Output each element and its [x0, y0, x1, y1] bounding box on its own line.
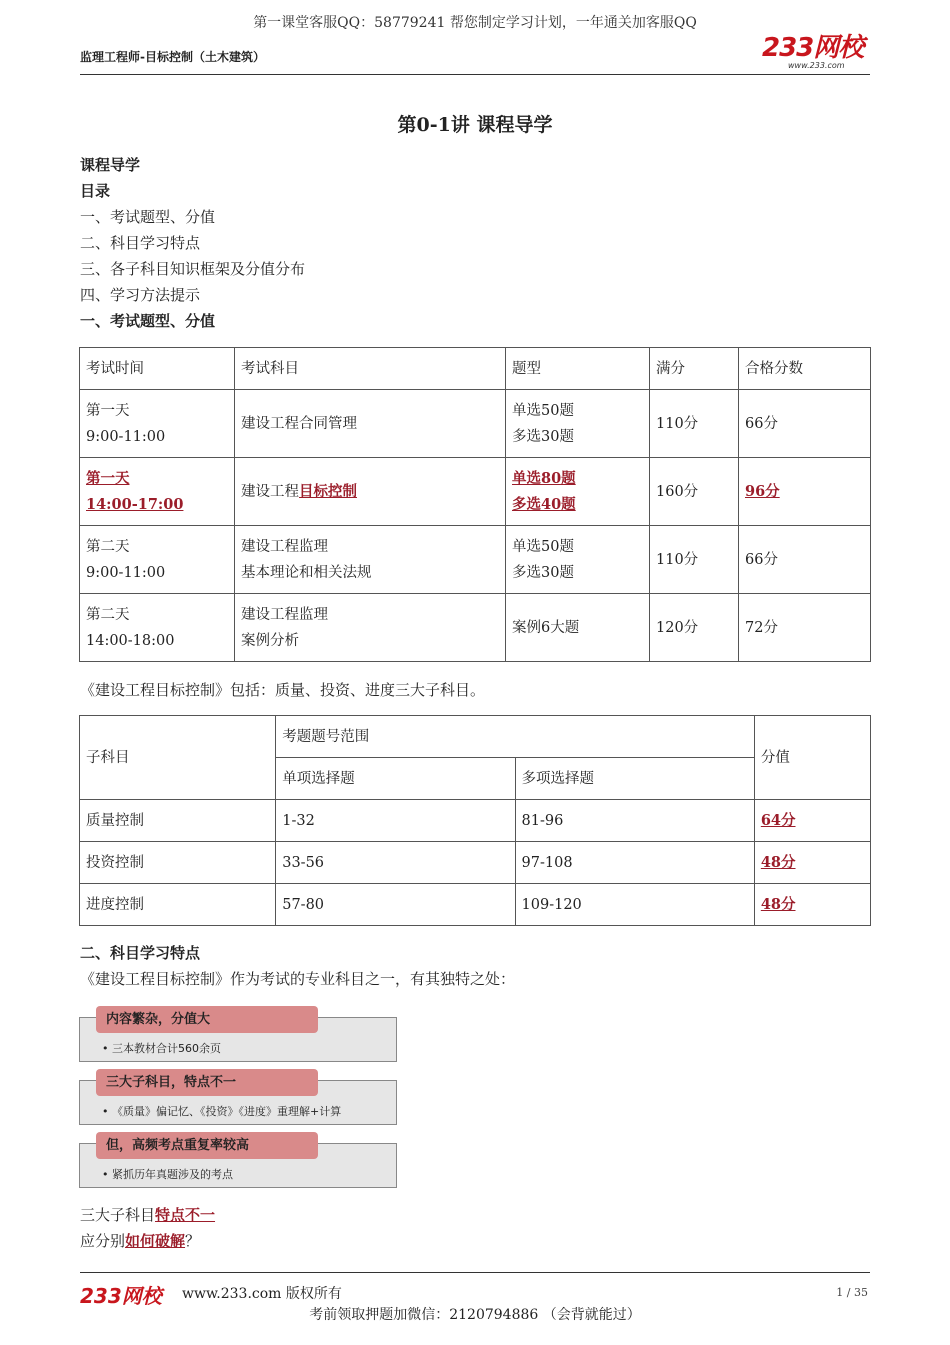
cell-full: 110分	[650, 526, 739, 594]
toc-item-2[interactable]: 二、科目学习特点	[80, 234, 201, 252]
th-sub: 子科目	[80, 716, 276, 800]
cell-multi: 109-120	[515, 884, 754, 926]
footer-divider	[80, 1272, 870, 1273]
feature-bullet: • 紧抓历年真题涉及的考点	[102, 1168, 233, 1181]
toc-item-4[interactable]: 四、学习方法提示	[80, 286, 201, 304]
cell-single: 33-56	[276, 842, 515, 884]
cell-name: 进度控制	[80, 884, 276, 926]
cell-full: 110分	[650, 390, 739, 458]
toc-item-3[interactable]: 三、各子科目知识框架及分值分布	[80, 260, 306, 278]
cell-subject: 建设工程目标控制	[235, 458, 506, 526]
section-2-heading: 二、科目学习特点	[80, 944, 201, 962]
table-header-row	[80, 348, 871, 390]
section-1-heading: 一、考试题型、分值	[80, 312, 216, 330]
cell-pass: 66分	[739, 390, 871, 458]
header-course-name: 监理工程师-目标控制（土木建筑）	[80, 50, 265, 64]
table-row	[80, 842, 871, 884]
cell-type: 案例6大题	[506, 594, 650, 662]
cell-subject: 建设工程监理 案例分析	[235, 594, 506, 662]
cell-subject: 建设工程合同管理	[235, 390, 506, 458]
footer-logo: 233网校	[80, 1284, 162, 1308]
table-row-highlight	[80, 458, 871, 526]
subject-description: 《建设工程目标控制》包括：质量、投资、进度三大子科目。	[80, 681, 486, 699]
th-subject: 考试科目	[235, 348, 506, 390]
cell-score: 64分	[754, 800, 870, 842]
th-score: 分值	[754, 716, 870, 800]
feature-tag: 内容繁杂，分值大	[96, 1006, 318, 1033]
cell-pass: 96分	[739, 458, 871, 526]
cell-single: 1-32	[276, 800, 515, 842]
section-2-paragraph: 《建设工程目标控制》作为考试的专业科目之一，有其独特之处：	[80, 970, 516, 988]
table-row	[80, 800, 871, 842]
table-row	[80, 884, 871, 926]
th-pass: 合格分数	[739, 348, 871, 390]
table-row	[80, 594, 871, 662]
site-logo	[762, 34, 872, 74]
table-row	[80, 390, 871, 458]
header-divider	[80, 74, 870, 75]
cell-full: 120分	[650, 594, 739, 662]
page-title: 第0-1讲 课程导学	[397, 114, 553, 136]
page-number: 1 / 35	[836, 1286, 868, 1299]
cell-single: 57-80	[276, 884, 515, 926]
table-row	[80, 526, 871, 594]
cell-multi: 97-108	[515, 842, 754, 884]
toc-item-1[interactable]: 一、考试题型、分值	[80, 208, 216, 226]
feature-bullet: • 三本教材合计560余页	[102, 1042, 221, 1055]
logo-url: www.233.com	[788, 61, 845, 70]
cell-time: 第二天 9:00-11:00	[80, 526, 235, 594]
logo-text: 233网校	[762, 33, 864, 63]
feature-bullet: • 《质量》偏记忆、《投资》《进度》重理解+计算	[102, 1105, 342, 1118]
question-line-1: 三大子科目特点不一	[80, 1206, 216, 1224]
th-single: 单项选择题	[276, 758, 515, 800]
th-time: 考试时间	[80, 348, 235, 390]
feature-box-3	[79, 1138, 397, 1188]
cell-score: 48分	[754, 842, 870, 884]
cell-name: 投资控制	[80, 842, 276, 884]
feature-tag: 但，高频考点重复率较高	[96, 1132, 318, 1159]
cell-type: 单选80题 多选40题	[506, 458, 650, 526]
feature-box-1	[79, 1012, 397, 1062]
heading-course-intro: 课程导学	[80, 156, 141, 174]
cell-pass: 72分	[739, 594, 871, 662]
cell-time: 第一天 9:00-11:00	[80, 390, 235, 458]
feature-tag: 三大子科目，特点不一	[96, 1069, 318, 1096]
cell-multi: 81-96	[515, 800, 754, 842]
subject-score-table	[79, 715, 871, 926]
th-multi: 多项选择题	[515, 758, 754, 800]
table-header-row	[80, 716, 871, 758]
th-range: 考题题号范围	[276, 716, 755, 758]
cell-score: 48分	[754, 884, 870, 926]
cell-name: 质量控制	[80, 800, 276, 842]
heading-toc: 目录	[80, 182, 111, 200]
cell-time: 第二天 14:00-18:00	[80, 594, 235, 662]
cell-type: 单选50题 多选30题	[506, 526, 650, 594]
exam-schedule-table	[79, 347, 871, 662]
cell-type: 单选50题 多选30题	[506, 390, 650, 458]
question-line-2: 应分别如何破解？	[80, 1232, 201, 1250]
top-banner: 第一课堂客服QQ：58779241 帮您制定学习计划，一年通关加客服QQ	[253, 15, 697, 31]
cell-subject: 建设工程监理 基本理论和相关法规	[235, 526, 506, 594]
bottom-banner: 考前领取押题加微信：2120794886 （会背就能过）	[309, 1307, 641, 1323]
cell-full: 160分	[650, 458, 739, 526]
footer-copyright: www.233.com 版权所有	[182, 1286, 342, 1302]
th-type: 题型	[506, 348, 650, 390]
cell-pass: 66分	[739, 526, 871, 594]
feature-box-2	[79, 1075, 397, 1125]
th-full: 满分	[650, 348, 739, 390]
cell-time: 第一天 14:00-17:00	[80, 458, 235, 526]
